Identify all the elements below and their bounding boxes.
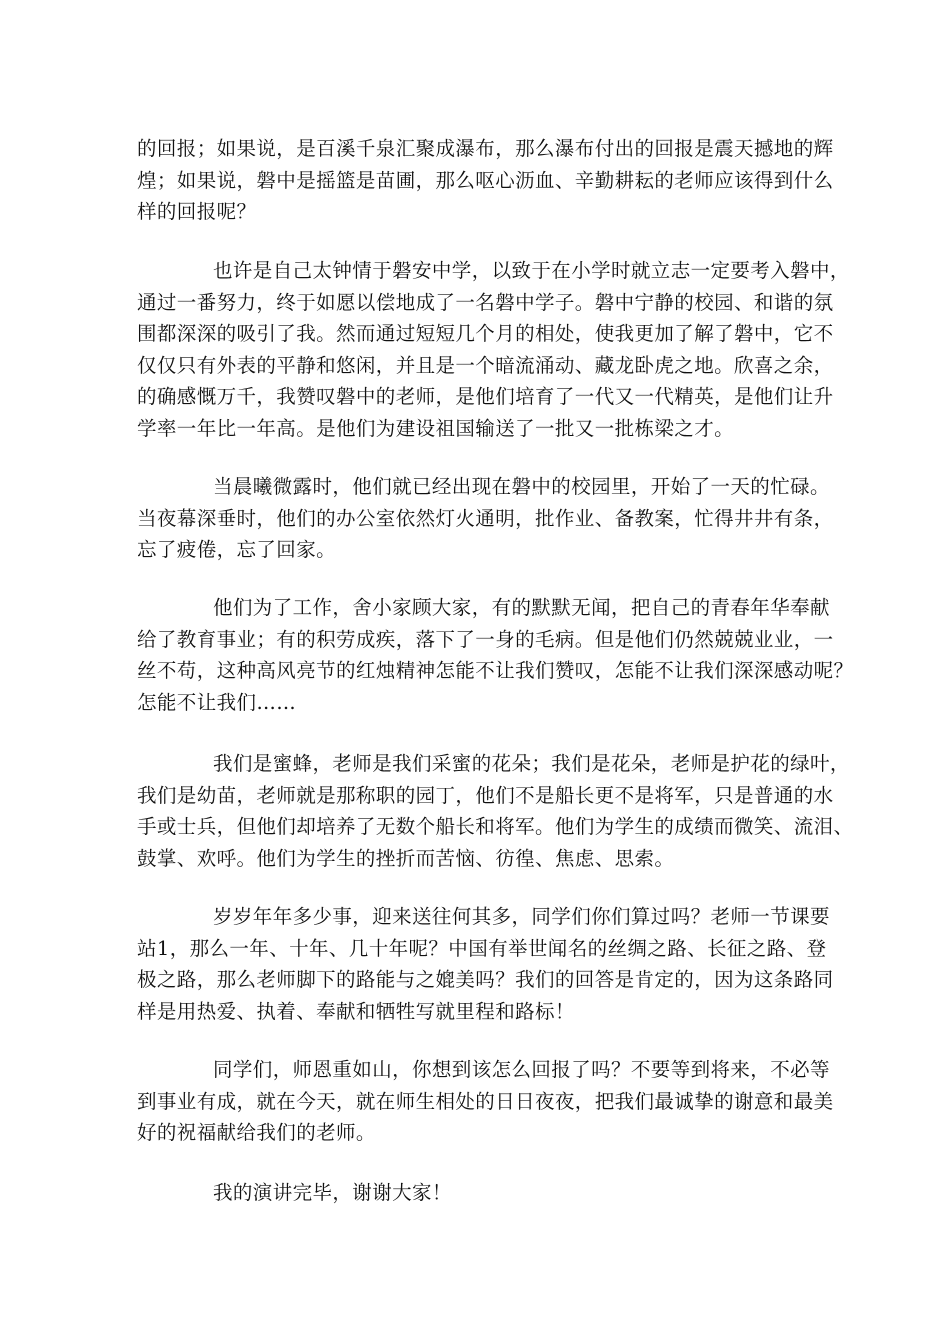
paragraph-3	[137, 471, 834, 566]
paragraph-line: 怎能不让我们……	[137, 690, 297, 714]
paragraph-line: 给了教育事业；有的积劳成疾，落下了一身的毛病。但是他们仍然兢兢业业，一	[137, 627, 834, 651]
paragraph-line: 煌；如果说，磐中是摇篮是苗圃，那么呕心沥血、辛勤耕耘的老师应该得到什么	[137, 168, 834, 192]
paragraph-1	[137, 133, 834, 228]
paragraph-line: 手或士兵，但他们却培养了无数个船长和将军。他们为学生的成绩而微笑、流泪、	[137, 815, 854, 838]
paragraph-line: 到事业有成，就在今天，就在师生相处的日日夜夜，把我们最诚挚的谢意和最美	[137, 1089, 834, 1113]
paragraph-line: 站1，那么一年、十年、几十年呢？中国有举世闻名的丝绸之路、长征之路、登	[137, 936, 827, 960]
paragraph-7	[137, 1054, 834, 1149]
paragraph-6	[137, 901, 834, 1027]
paragraph-line: 样是用热爱、执着、奉献和牺牲写就里程和路标！	[137, 999, 575, 1023]
paragraph-line: 当夜幕深垂时，他们的办公室依然灯火通明，批作业、备教案，忙得井井有条，	[137, 506, 834, 530]
paragraph-line: 忘了疲倦，忘了回家。	[137, 538, 337, 561]
paragraph-line: 通过一番努力，终于如愿以偿地成了一名磐中学子。磐中宁静的校园、和谐的氛	[137, 290, 834, 314]
paragraph-4	[137, 592, 854, 718]
paragraph-line: 极之路，那么老师脚下的路能与之媲美吗？我们的回答是肯定的，因为这条路同	[137, 968, 834, 991]
paragraph-line: 的回报；如果说，是百溪千泉汇聚成瀑布，那么瀑布付出的回报是震天撼地的辉	[137, 137, 834, 160]
paragraph-line: 丝不苟，这种高风亮节的红烛精神怎能不让我们赞叹，怎能不让我们深深感动呢？	[137, 659, 854, 682]
paragraph-5	[137, 748, 854, 874]
paragraph-line: 我的演讲完毕，谢谢大家！	[213, 1181, 452, 1204]
paragraph-line: 仅仅只有外表的平静和悠闲，并且是一个暗流涌动、藏龙卧虎之地。欣喜之余，	[137, 353, 834, 377]
paragraph-line: 学率一年比一年高。是他们为建设祖国输送了一批又一批栋梁之才。	[137, 416, 735, 440]
paragraph-line: 当晨曦微露时，他们就已经出现在磐中的校园里，开始了一天的忙碌。	[213, 475, 830, 498]
paragraph-line: 好的祝福献给我们的老师。	[137, 1121, 376, 1144]
paragraph-line: 我们是幼苗，老师就是那称职的园丁，他们不是船长更不是将军，只是普通的水	[137, 783, 834, 807]
paragraph-line: 岁岁年年多少事，迎来送往何其多，同学们你们算过吗？老师一节课要	[213, 905, 830, 928]
paragraph-line: 他们为了工作，舍小家顾大家，有的默默无闻，把自己的青春年华奉献	[213, 596, 830, 619]
paragraph-8	[137, 1177, 827, 1209]
paragraph-line: 样的回报呢？	[137, 200, 257, 223]
paragraph-line: 的确感慨万千，我赞叹磐中的老师，是他们培育了一代又一代精英，是他们让升	[137, 385, 834, 408]
paragraph-line: 鼓掌、欢呼。他们为学生的挫折而苦恼、彷徨、焦虑、思索。	[137, 846, 675, 870]
paragraph-line: 同学们，师恩重如山，你想到该怎么回报了吗？不要等到将来，不必等	[213, 1058, 830, 1081]
paragraph-2	[137, 255, 850, 444]
paragraph-line: 围都深深的吸引了我。然而通过短短几个月的相处，使我更加了解了磐中，它不	[137, 322, 834, 345]
paragraph-line: 我们是蜜蜂，老师是我们采蜜的花朵；我们是花朵，老师是护花的绿叶，	[213, 752, 850, 775]
paragraph-line: 也许是自己太钟情于磐安中学，以致于在小学时就立志一定要考入磐中，	[213, 259, 850, 282]
